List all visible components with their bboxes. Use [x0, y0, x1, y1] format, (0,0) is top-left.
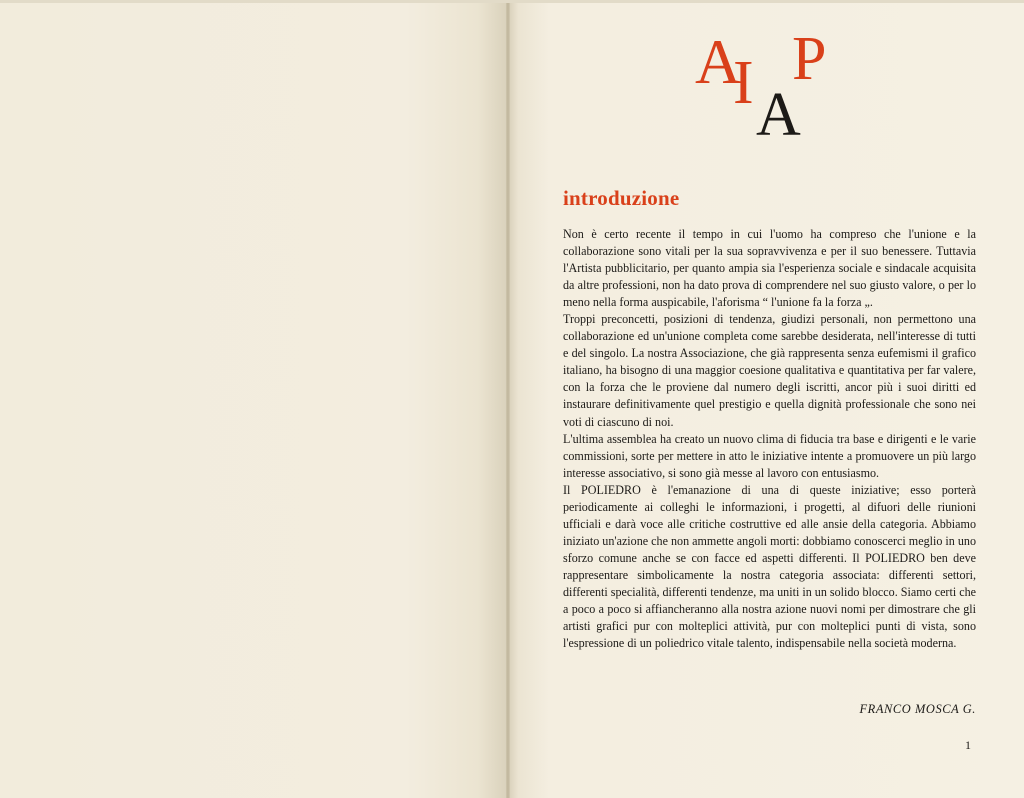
- logo-letter-a-red: A: [695, 26, 742, 97]
- logo-letter-a-black: A: [756, 81, 801, 149]
- article-paragraph-4: Il POLIEDRO è l'emanazione di una di queste iniziative; esso porterà periodicamente ai colleghi le informazioni, i progetti, al difuori delle riunioni ufficiali e darà voce alle critiche costruttive ed alle ansie della categoria. Abbiamo iniziato un'azione che non ammette angoli morti: dobbiamo conoscerci meglio in uno sforzo comune anche se con facce ed aspetti differenti. Il POLIEDRO ben deve rappresentare simbolicamente la nostra categoria associata: differenti settori, differenti specialità, differenti tendenze, ma uniti in un solido blocco. Siamo certi che a poco a poco si affiancheranno alla nostra azione nuovi nomi per dimostrare che gli artisti grafici pur con molteplici attività, pur con molteplici punti di vista, sono l'espressione di un poliedrico vitale talento, indispensabile nella società moderna.: [563, 482, 976, 651]
- page-number: 1: [965, 738, 971, 752]
- article-paragraph-3: L'ultima assemblea ha creato un nuovo clima di fiducia tra base e dirigenti e le varie commissioni, sorte per mettere in atto le iniziative intente a promuovere un più largo interesse associativo, si sono già messe al lavoro con entusiasmo.: [563, 431, 976, 480]
- book-gutter: [506, 0, 510, 798]
- logo-letter-i-red: I: [733, 49, 754, 117]
- article-paragraph-1: Non è certo recente il tempo in cui l'uomo ha compreso che l'unione e la collaborazione sono vitali per la sua sopravvivenza e per il suo benessere. Tuttavia l'Artista pubblicitario, per quanto ampia sia l'esperienza sociale e sindacale acquisita da altre professioni, non ha dato prova di comprendere nel suo giusto valore, o per lo meno nella forma auspicabile, l'aforisma “ l'unione fa la forza „.: [563, 227, 976, 310]
- aipa-logo: [690, 24, 860, 149]
- article-title: introduzione: [563, 186, 680, 210]
- article-body: [563, 226, 976, 652]
- logo-letter-p-red: P: [792, 25, 827, 93]
- article-paragraph-2: Troppi preconcetti, posizioni di tendenza, giudizi personali, non permettono una collaborazione ed un'unione completa come sarebbe desiderata, nell'interesse di tutti e del singolo. La nostra Associazione, che già rappresenta senza eufemismi il grafico italiano, ha bisogno di una maggior coesione qualitativa e quantitativa per far valere, con la forza che le proviene dal numero degli iscritti, ancor più i suoi diritti ed instaurare definitivamente quel prestigio e quella dignità professionale che sono nei voti di ciascuno di noi.: [563, 312, 976, 429]
- page-top-edge: [0, 0, 1024, 3]
- author-signature: FRANCO MOSCA G.: [859, 702, 976, 716]
- left-page-blank: [0, 0, 508, 798]
